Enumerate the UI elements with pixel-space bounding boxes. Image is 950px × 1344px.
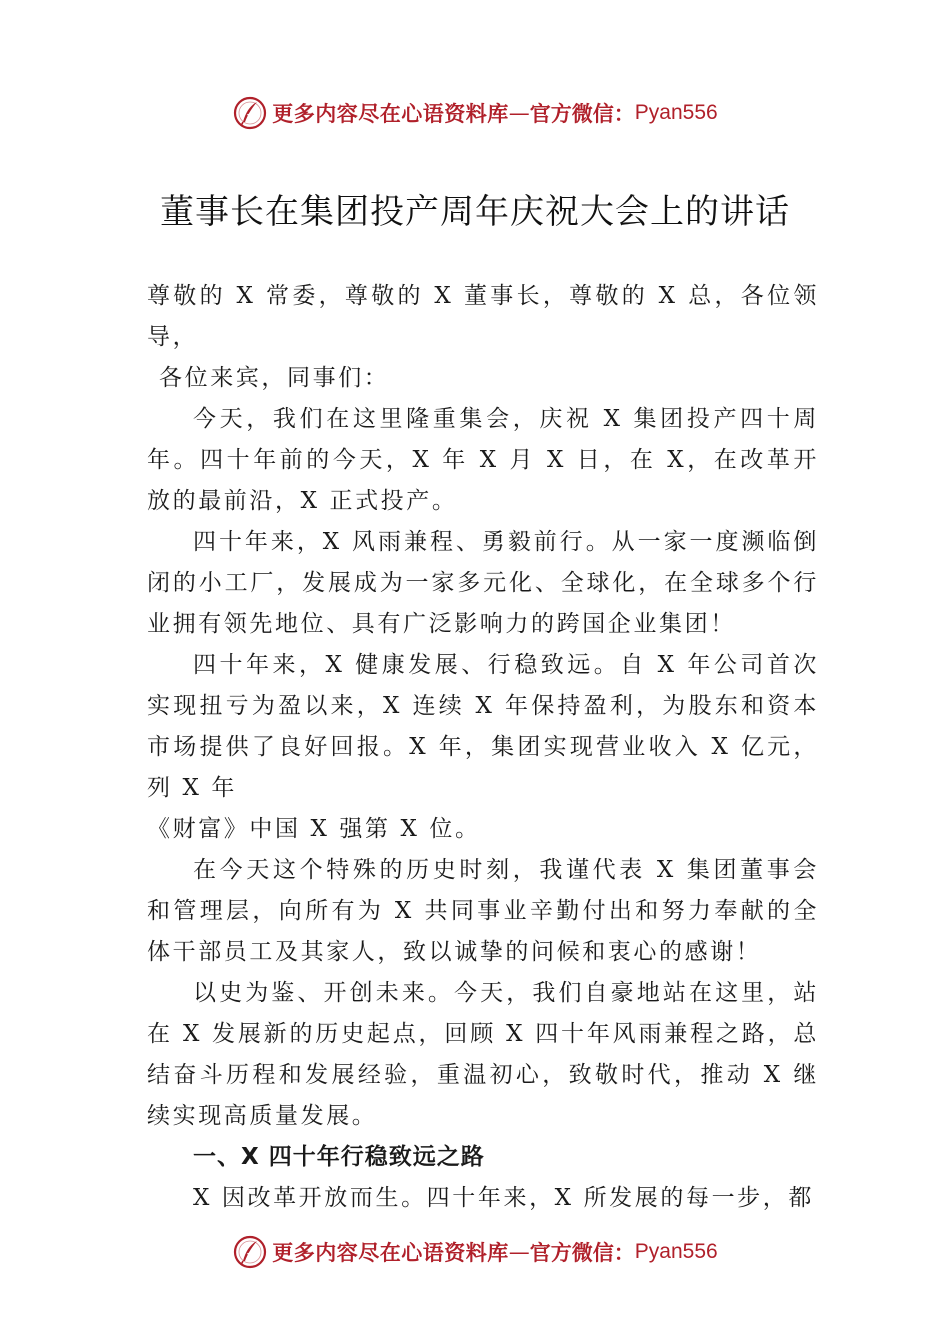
quill-logo-icon [232,95,268,131]
salutation-line-2: 各位来宾，同事们： [159,365,390,391]
paragraph: 今天，我们在这里隆重集会，庆祝 X 集团投产四十周年。四十年前的今天，X 年 X 月 X 日，在 X，在改革开放的最前沿，X 正式投产。 [147,406,819,514]
section-heading: 一、X 四十年行稳致远之路 [193,1144,485,1170]
paragraph: 四十年来，X 健康发展、行稳致远。自 X 年公司首次实现扭亏为盈以来，X 连续 X 年保持盈利，为股东和资本市场提供了良好回报。X 年，集团实现营业收入 X 亿元，列 X 年 [147,652,819,801]
banner-separator: — [508,101,530,125]
banner-wechat-label: 官方微信： [529,101,635,126]
paragraph: 以史为鉴、开创未来。今天，我们自豪地站在这里，站在 X 发展新的历史起点，回顾 X 四十年风雨兼程之路，总结奋斗历程和发展经验，重温初心，致敬时代，推动 X 继续实现高质量发展。 [147,980,819,1129]
document-body [147,276,819,1219]
banner-wechat-label: 官方微信： [529,1240,635,1265]
banner-text: 更多内容尽在心语资料库 [272,1240,509,1265]
document-title: 董事长在集团投产周年庆祝大会上的讲话 [160,192,790,232]
header-banner [0,93,950,133]
quill-logo-icon [232,1234,268,1270]
paragraph: 在今天这个特殊的历史时刻，我谨代表 X 集团董事会和管理层，向所有为 X 共同事业辛勤付出和努力奉献的全体干部员工及其家人，致以诚挚的问候和衷心的感谢！ [147,857,819,965]
paragraph: 四十年来，X 风雨兼程、勇毅前行。从一家一度濒临倒闭的小工厂，发展成为一家多元化、全球化，在全球多个行业拥有领先地位、具有广泛影响力的跨国企业集团！ [147,529,819,637]
banner-separator: — [508,1240,530,1264]
banner-wechat-id: Pyan556 [634,1240,718,1263]
banner-wechat-id: Pyan556 [634,101,718,124]
footer-banner [0,1232,950,1272]
banner-text: 更多内容尽在心语资料库 [272,101,509,126]
section-paragraph: X 因改革开放而生。四十年来，X 所发展的每一步，都 [193,1185,814,1211]
salutation-line-1: 尊敬的 X 常委，尊敬的 X 董事长，尊敬的 X 总，各位领导， [147,283,819,350]
paragraph: 《财富》中国 X 强第 X 位。 [147,816,481,842]
